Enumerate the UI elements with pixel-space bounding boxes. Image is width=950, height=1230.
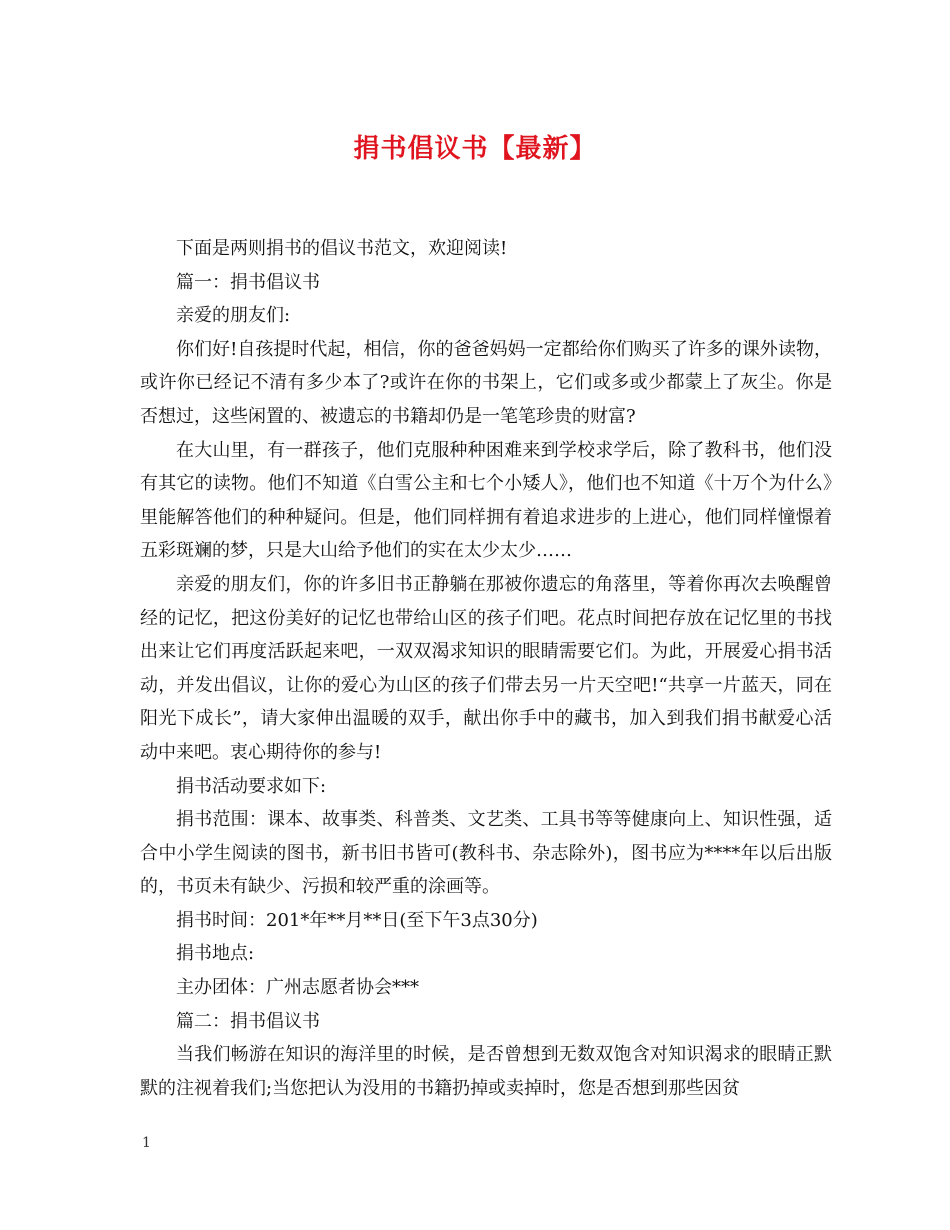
intro-paragraph: 下面是两则捐书的倡议书范文，欢迎阅读! <box>176 238 508 259</box>
donation-location: 捐书地点: <box>176 943 255 965</box>
body-paragraph: 在大山里，有一群孩子，他们克服种种困难来到学校求学后，除了教科书，他们没有其它的读物。他们不知道《白雪公主和七个小矮人》，他们也不知道《十万个为什么》里能解答他们的种种疑问。但是，他们同样拥有着追求进步的上进心，他们同样憧憬着五彩斑斓的梦，只是大山给予他们的实在太少太少…… <box>140 439 832 562</box>
document-body <box>140 232 832 1105</box>
section-heading-1: 篇一：捐书倡议书 <box>176 271 320 293</box>
donation-scope: 捐书范围：课本、故事类、科普类、文艺类、工具书等等健康向上、知识性强，适合中小学生阅读的图书，新书旧书皆可(教科书、杂志除外)，图书应为****年以后出版的，书页未有缺少、污损和较严重的涂画等。 <box>140 809 832 898</box>
page-number: 1 <box>142 1135 151 1151</box>
body-paragraph: 亲爱的朋友们，你的许多旧书正静躺在那被你遗忘的角落里，等着你再次去唤醒曾经的记忆，把这份美好的记忆也带给山区的孩子们吧。花点时间把存放在记忆里的书找出来让它们再度活跃起来吧，一双双渴求知识的眼睛需要它们。为此，开展爱心捐书活动，并发出倡议，让你的爱心为山区的孩子们带去另一片天空吧!“共享一片蓝天，同在阳光下成长”，请大家伸出温暖的双手，献出你手中的藏书，加入到我们捐书献爱心活动中来吧。衷心期待你的参与! <box>140 573 832 763</box>
section-heading-2: 篇二：捐书倡议书 <box>176 1010 320 1032</box>
salutation: 亲爱的朋友们: <box>176 305 291 327</box>
body-paragraph: 你们好!自孩提时代起，相信，你的爸爸妈妈一定都给你们购买了许多的课外读物，或许你已经记不清有多少本了?或许在你的书架上，它们或多或少都蒙上了灰尘。你是否想过，这些闲置的、被遗忘的书籍却仍是一笔笔珍贵的财富? <box>140 338 832 427</box>
requirements-heading: 捐书活动要求如下: <box>176 775 327 797</box>
organizer: 主办团体：广州志愿者协会*** <box>176 977 419 999</box>
document-title: 捐书倡议书【最新】 <box>353 134 597 164</box>
body-paragraph: 当我们畅游在知识的海洋里的时候，是否曾想到无数双饱含对知识渴求的眼睛正默默的注视着我们;当您把认为没用的书籍扔掉或卖掉时，您是否想到那些因贫 <box>140 1044 832 1099</box>
donation-time: 捐书时间：201*年**月**日(至下午3点30分) <box>176 909 538 931</box>
